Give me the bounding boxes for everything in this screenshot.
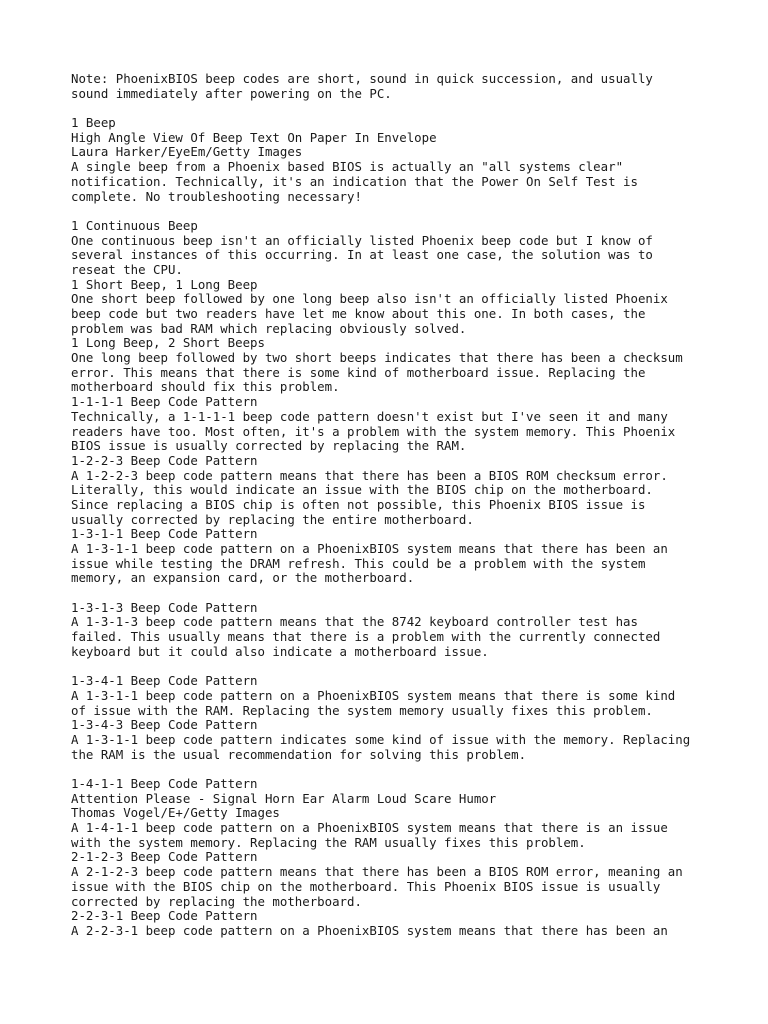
text-line: sound immediately after powering on the PC.	[71, 85, 392, 101]
document-body	[71, 72, 711, 939]
text-line: 1-2-2-3 Beep Code Pattern	[71, 452, 258, 468]
text-line: High Angle View Of Beep Text On Paper In Envelope	[71, 129, 437, 145]
text-line: A 2-2-3-1 beep code pattern on a PhoenixBIOS system means that there has been an	[71, 922, 668, 938]
text-line: A 1-2-2-3 beep code pattern means that there has been a BIOS ROM checksum error.	[71, 467, 668, 483]
text-line: error. This means that there is some kind of motherboard issue. Replacing the	[71, 364, 646, 380]
text-line: 1-3-4-3 Beep Code Pattern	[71, 717, 258, 733]
text-line: Literally, this would indicate an issue with the BIOS chip on the motherboard.	[71, 482, 653, 498]
blank-line	[71, 204, 711, 219]
text-line: reseat the CPU.	[71, 261, 183, 277]
text-line: keyboard but it could also indicate a motherboard issue.	[71, 643, 489, 659]
text-line: Thomas Vogel/E+/Getty Images	[71, 805, 280, 821]
text-line: A 1-3-1-1 beep code pattern on a PhoenixBIOS system means that there is some kind	[71, 687, 676, 703]
text-line: motherboard should fix this problem.	[71, 379, 340, 395]
text-line: Attention Please - Signal Horn Ear Alarm Loud Scare Humor	[71, 790, 497, 806]
text-line: issue with the BIOS chip on the motherboard. This Phoenix BIOS issue is usually	[71, 878, 661, 894]
text-line: failed. This usually means that there is a problem with the currently connected	[71, 629, 661, 645]
text-line: A 1-3-1-1 beep code pattern indicates some kind of issue with the memory. Replacing	[71, 731, 691, 747]
text-line: readers have too. Most often, it's a problem with the system memory. This Phoenix	[71, 423, 676, 439]
text-line: A 1-3-1-3 beep code pattern means that the 8742 keyboard controller test has	[71, 614, 638, 630]
text-line: Note: PhoenixBIOS beep codes are short, sound in quick succession, and usually	[71, 71, 653, 86]
text-line: 2-1-2-3 Beep Code Pattern	[71, 849, 258, 865]
text-line: 1-1-1-1 Beep Code Pattern	[71, 394, 258, 410]
text-line: issue while testing the DRAM refresh. This could be a problem with the system	[71, 555, 646, 571]
text-line: Technically, a 1-1-1-1 beep code pattern doesn't exist but I've seen it and many	[71, 408, 668, 424]
text-line: with the system memory. Replacing the RAM usually fixes this problem.	[71, 834, 586, 850]
text-line: 2-2-3-1 Beep Code Pattern	[71, 908, 258, 924]
blank-line	[71, 660, 711, 675]
text-line: Since replacing a BIOS chip is often not possible, this Phoenix BIOS issue is	[71, 496, 646, 512]
text-line: A 1-3-1-1 beep code pattern on a PhoenixBIOS system means that there has been an	[71, 541, 668, 556]
text-line: 1-4-1-1 Beep Code Pattern	[71, 776, 258, 791]
text-line: notification. Technically, it's an indication that the Power On Self Test is	[71, 173, 638, 189]
text-line: A single beep from a Phoenix based BIOS is actually an "all systems clear"	[71, 159, 624, 175]
text-line: complete. No troubleshooting necessary!	[71, 188, 362, 204]
text-line: 1-3-1-3 Beep Code Pattern	[71, 599, 258, 615]
text-line: 1 Beep	[71, 115, 116, 131]
text-line: BIOS issue is usually corrected by replacing the RAM.	[71, 438, 467, 454]
text-line: One continuous beep isn't an officially listed Phoenix beep code but I know of	[71, 232, 653, 248]
text-line: A 2-1-2-3 beep code pattern means that there has been a BIOS ROM error, meaning an	[71, 864, 683, 880]
blank-line	[71, 762, 711, 777]
text-line: Laura Harker/EyeEm/Getty Images	[71, 144, 303, 160]
text-line: 1-3-4-1 Beep Code Pattern	[71, 673, 258, 689]
text-line: corrected by replacing the motherboard.	[71, 893, 362, 909]
text-line: memory, an expansion card, or the motherboard.	[71, 570, 415, 586]
text-line: 1 Short Beep, 1 Long Beep	[71, 276, 258, 292]
blank-line	[71, 586, 711, 601]
text-line: A 1-4-1-1 beep code pattern on a PhoenixBIOS system means that there is an issue	[71, 820, 668, 836]
text-line: One long beep followed by two short beeps indicates that there has been a checksum	[71, 350, 683, 366]
text-line: One short beep followed by one long beep also isn't an officially listed Phoenix	[71, 291, 668, 307]
blank-line	[71, 101, 711, 116]
text-line: several instances of this occurring. In at least one case, the solution was to	[71, 247, 653, 263]
text-line: usually corrected by replacing the entire motherboard.	[71, 511, 474, 527]
text-line: 1 Long Beep, 2 Short Beeps	[71, 335, 265, 351]
text-line: beep code but two readers have let me know about this one. In both cases, the	[71, 306, 646, 321]
text-line: 1-3-1-1 Beep Code Pattern	[71, 526, 258, 542]
text-line: 1 Continuous Beep	[71, 217, 198, 233]
text-line: of issue with the RAM. Replacing the system memory usually fixes this problem.	[71, 702, 653, 718]
text-line: problem was bad RAM which replacing obviously solved.	[71, 320, 467, 336]
text-line: the RAM is the usual recommendation for solving this problem.	[71, 746, 527, 762]
